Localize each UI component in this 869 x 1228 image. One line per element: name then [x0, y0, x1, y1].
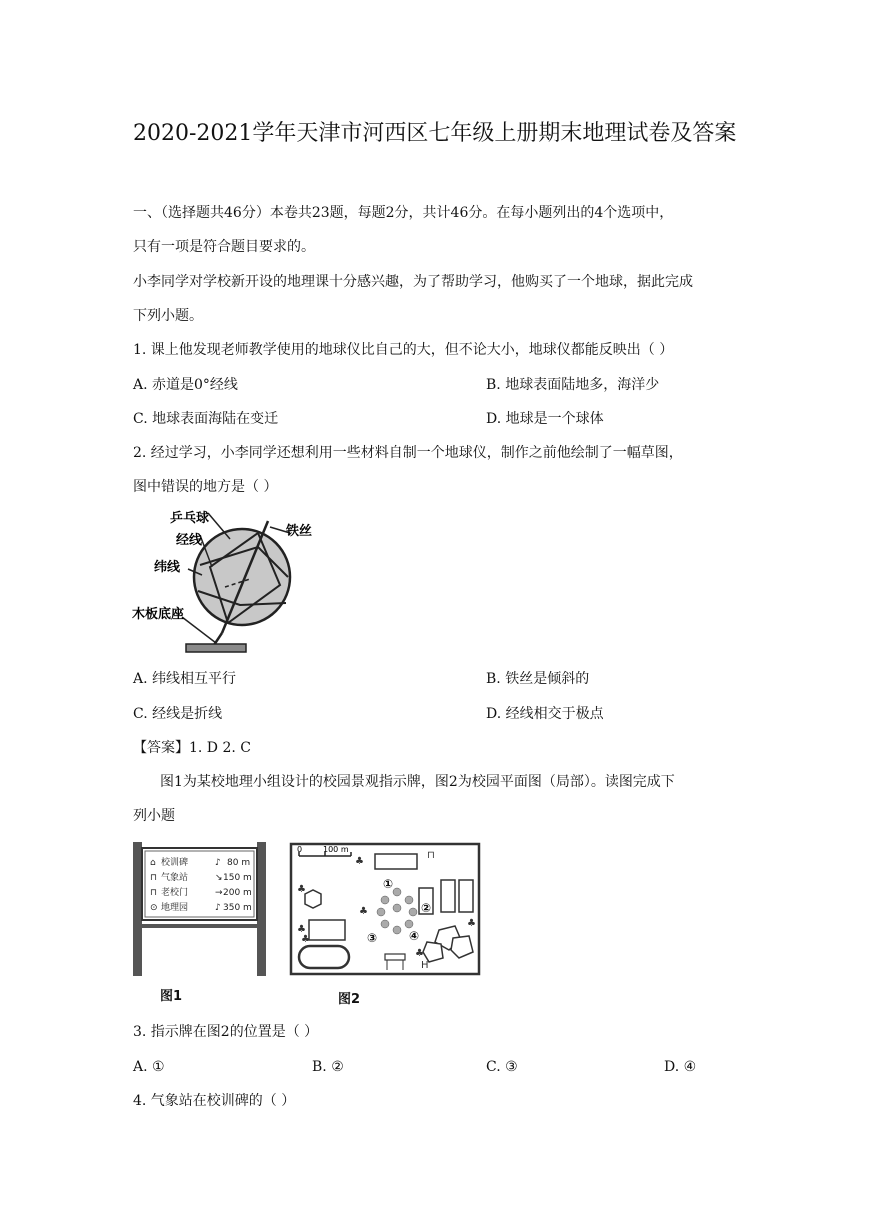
marker-1: ① [383, 877, 394, 891]
figure-1-signboard [131, 842, 268, 978]
section-instruction-line-2: 只有一项是符合题目要求的。 [133, 239, 315, 255]
svg-text:♣: ♣ [355, 856, 364, 867]
question-2-stem-line-1: 2. 经过学习，小李同学还想利用一些材料自制一个地球仪，制作之前他绘制了一幅草图， [133, 445, 683, 461]
answer-1-2: 【答案】1. D 2. C [133, 740, 252, 756]
sign-row-1-dist: 80 m [227, 858, 251, 868]
marker-4: ④ [409, 929, 420, 943]
sign-row-2-place: 气象站 [161, 873, 189, 883]
question-1-stem: 1. 课上他发现老师教学使用的地球仪比自己的大，但不论大小，地球仪都能反映出（ ） [133, 342, 674, 358]
question-2-option-a: A. 纬线相互平行 [133, 671, 237, 687]
intro-1-line-2: 下列小题。 [133, 308, 203, 324]
label-parallel: 纬线 [154, 560, 181, 575]
question-2-stem-line-2: 图中错误的地方是（ ） [133, 479, 278, 495]
section-instruction-line-1: 一、（选择题共46分）本卷共23题，每题2分，共计46分。在每小题列出的4个选项中， [133, 205, 674, 221]
svg-text:⊓: ⊓ [150, 888, 158, 898]
question-3-option-c: C. ③ [486, 1059, 518, 1075]
label-pingpong: 乒乓球 [170, 511, 210, 526]
sign-row-1-place: 校训碑 [161, 858, 189, 868]
question-3-option-a: A. ① [133, 1059, 165, 1075]
label-wire: 铁丝 [286, 524, 313, 539]
sign-row-3-place: 老校门 [161, 888, 189, 898]
svg-text:♣: ♣ [415, 948, 424, 959]
question-1-option-c: C. 地球表面海陆在变迁 [133, 411, 279, 427]
intro-2-line-2: 列小题 [133, 808, 175, 824]
sign-row-3-dist: 200 m [223, 888, 252, 898]
sign-row-4-dist: 350 m [223, 903, 252, 913]
question-2-option-d: D. 经线相交于极点 [486, 706, 604, 722]
marker-2: ② [421, 901, 432, 915]
question-4-stem: 4. 气象站在校训碑的（ ） [133, 1093, 296, 1109]
page-title: 2020-2021学年天津市河西区七年级上册期末地理试卷及答案 [133, 121, 737, 146]
question-2-option-c: C. 经线是折线 [133, 706, 223, 722]
svg-text:♣: ♣ [467, 918, 476, 929]
scale-zero: 0 [297, 845, 303, 854]
scale-label: 100 m [323, 845, 349, 854]
question-3-stem: 3. 指示牌在图2的位置是（ ） [133, 1024, 319, 1040]
label-base: 木板底座 [132, 607, 185, 622]
svg-text:♣: ♣ [301, 934, 310, 945]
question-2-option-b: B. 铁丝是倾斜的 [486, 671, 590, 687]
figure-1-caption: 图1 [160, 989, 183, 1004]
svg-text:♪: ♪ [215, 903, 221, 913]
svg-text:♣: ♣ [359, 906, 368, 917]
svg-text:⊓: ⊓ [150, 873, 158, 883]
figure-2-caption: 图2 [338, 992, 361, 1007]
svg-text:H: H [421, 960, 429, 971]
question-3-option-b: B. ② [312, 1059, 344, 1075]
sign-row-4-place: 地理园 [161, 903, 189, 913]
svg-text:⊙: ⊙ [150, 903, 158, 913]
question-1-option-d: D. 地球是一个球体 [486, 411, 604, 427]
wooden-base-shape [186, 644, 246, 652]
svg-text:⊓: ⊓ [427, 850, 435, 861]
svg-text:→: → [215, 888, 223, 898]
marker-3: ③ [367, 931, 378, 945]
label-meridian: 经线 [176, 533, 203, 548]
svg-text:↘: ↘ [215, 873, 223, 883]
svg-text:♪: ♪ [215, 858, 221, 868]
question-1-option-b: B. 地球表面陆地多，海洋少 [486, 377, 660, 393]
figure-2-campus-map [289, 842, 481, 978]
intro-1-line-1: 小李同学对学校新开设的地理课十分感兴趣，为了帮助学习，他购买了一个地球，据此完成 [133, 274, 693, 290]
question-1-option-a: A. 赤道是0°经线 [133, 377, 238, 393]
svg-text:⌂: ⌂ [150, 858, 156, 868]
svg-text:♣: ♣ [297, 924, 306, 935]
question-3-option-d: D. ④ [664, 1059, 697, 1075]
globe-sketch-figure [130, 505, 330, 660]
svg-text:♣: ♣ [297, 884, 306, 895]
sign-row-2-dist: 150 m [223, 873, 252, 883]
intro-2-line-1: 图1为某校地理小组设计的校园景观指示牌，图2为校园平面图（局部）。读图完成下 [160, 774, 675, 790]
